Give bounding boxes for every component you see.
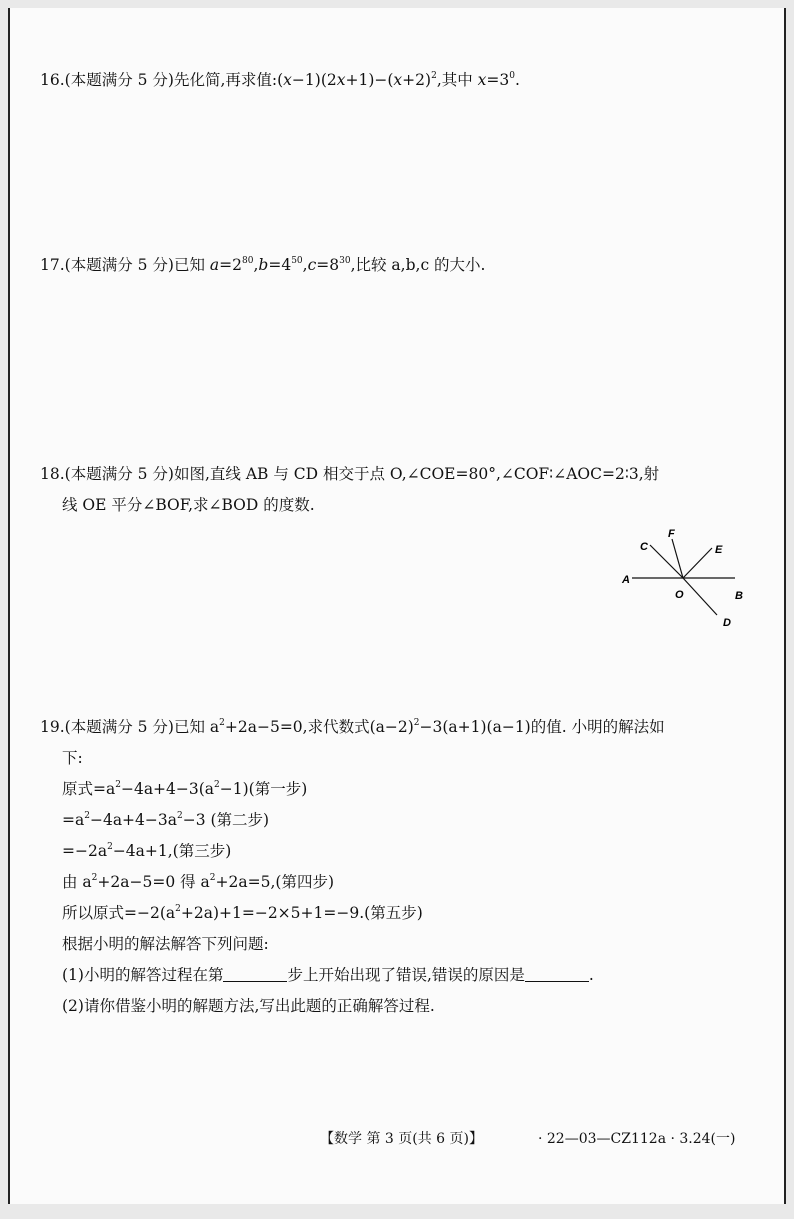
question-17: 17.(本题满分 5 分)已知 $a=2^{80},b=4^{50},c=8^{30}$,比较 a,b,c 的大小. xyxy=(40,256,486,274)
exam-page xyxy=(8,8,786,1204)
solution-step-4: 由 $a^2+2a-5=0$ 得 $a^2+2a=5$,(第四步) xyxy=(62,873,334,891)
label-a: A xyxy=(622,574,630,586)
question-18-line-1: 18.(本题满分 5 分)如图,直线 AB 与 CD 相交于点 O,∠COE=80°,∠COF∶∠AOC=2∶3,射 xyxy=(40,465,660,483)
answer-blank-step[interactable] xyxy=(223,967,287,982)
label-d: D xyxy=(723,617,731,629)
label-b: B xyxy=(735,590,743,602)
label-e: E xyxy=(715,544,723,556)
solution-step-1: 原式$=a^2-4a+4-3(a^2-1)$(第一步) xyxy=(62,780,308,798)
solution-step-3: $=-2a^2-4a+1$,(第三步) xyxy=(62,842,232,860)
question-16: 16.(本题满分 5 分)先化简,再求值$:(x-1)(2x+1)-(x+2)^2$,其中 $x=3^0$. xyxy=(40,71,520,89)
solution-step-5: 所以原式$=-2(a^2+2a)+1=-2\times 5+1=-9$.(第五步) xyxy=(62,904,423,922)
sub-question-2: (2)请你借鉴小明的解题方法,写出此题的正确解答过程. xyxy=(62,997,435,1015)
page-footer-right: · 22—03—CZ112a · 3.24(一) xyxy=(538,1131,736,1147)
solution-step-2: $=a^2-4a+4-3a^2-3$ (第二步) xyxy=(62,811,270,829)
answer-blank-reason[interactable] xyxy=(525,967,589,982)
question-19-line-1: 19.(本题满分 5 分)已知 $a^2+2a-5=0$,求代数式$(a-2)^2-3(a+1)(a-1)$的值. 小明的解法如 xyxy=(40,718,665,736)
label-f: F xyxy=(668,528,675,540)
ray-oe xyxy=(683,548,712,578)
question-19-line-2: 下: xyxy=(62,749,83,767)
question-18-line-2: 线 OE 平分∠BOF,求∠BOD 的度数. xyxy=(62,496,315,514)
ray-od xyxy=(683,578,717,615)
sub-question-1: (1)小明的解答过程在第 步上开始出现了错误,错误的原因是 . xyxy=(62,966,594,984)
instruction-text: 根据小明的解法解答下列问题: xyxy=(62,935,269,953)
label-o: O xyxy=(675,589,684,601)
label-c: C xyxy=(640,541,648,553)
page-footer-left: 【数学 第 3 页(共 6 页)】 xyxy=(320,1131,483,1147)
geometry-figure xyxy=(610,523,750,633)
